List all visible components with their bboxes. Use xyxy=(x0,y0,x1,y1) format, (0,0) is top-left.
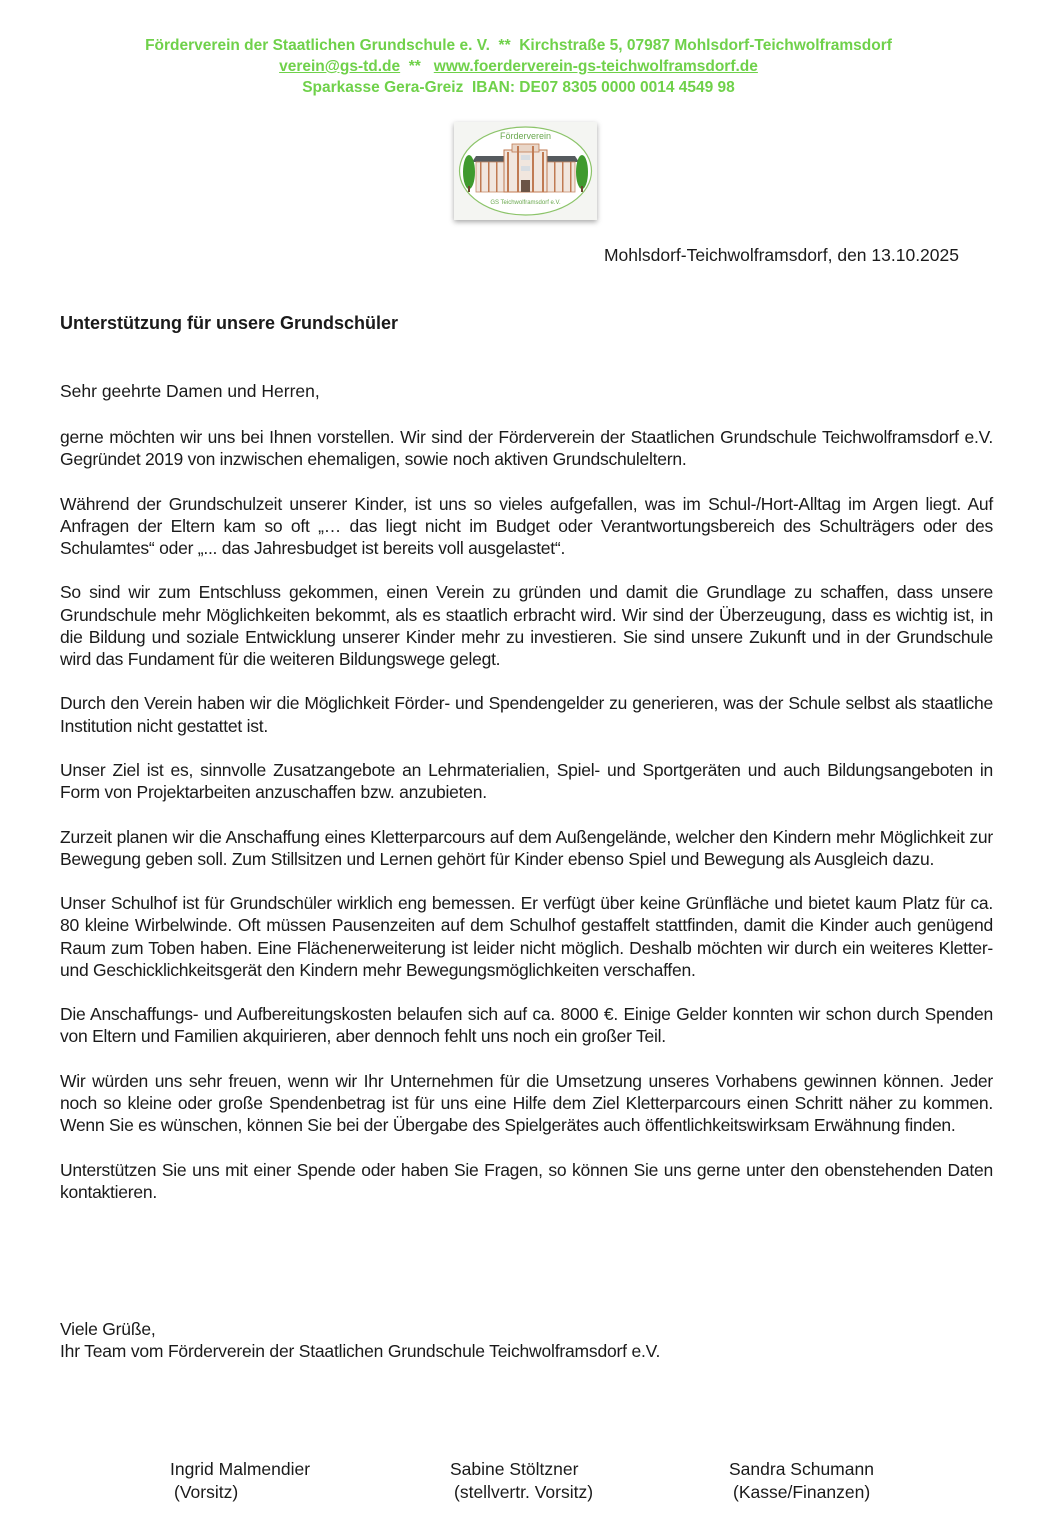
paragraph: Durch den Verein haben wir die Möglichkeit Förder- und Spendengelder zu generieren, was der Schule selbst als staatliche Institution nicht gestattet ist. xyxy=(60,693,993,736)
signatory-name: Sandra Schumann xyxy=(729,1459,874,1479)
club-logo xyxy=(454,122,597,220)
paragraph: gerne möchten wir uns bei Ihnen vorstellen. Wir sind der Förderverein der Staatlichen Grundschule Teichwolframsdorf e.V. Gegründet 2019 von inzwischen ehemaligen, sowie noch aktiven Grundschuleltern. xyxy=(60,427,993,470)
paragraph: Zurzeit planen wir die Anschaffung eines Kletterparcours auf dem Außengelände, welcher den Kindern mehr Möglichkeit zur Bewegung geben soll. Zum Stillsitzen und Lernen gehört für Kinder ebenso Spiel und Bewegung als Ausgleich dazu. xyxy=(60,826,993,869)
signatory xyxy=(170,1458,310,1504)
closing-greeting: Viele Grüße, xyxy=(60,1319,156,1339)
signatory-name: Sabine Stöltzner xyxy=(450,1459,579,1479)
paragraph: Während der Grundschulzeit unserer Kinder, ist uns so vieles aufgefallen, was im Schul-/Hort-Alltag im Argen liegt. Auf Anfragen der Eltern kam so oft „… das liegt nicht im Budget oder Verantwortungsbereich des Schulträgers oder des Schulamtes“ oder „... das Jahresbudget ist bereits voll ausgelastet“. xyxy=(60,493,993,558)
letter-subject: Unterstützung für unsere Grundschüler xyxy=(60,313,399,333)
separator: ** xyxy=(400,58,434,75)
letter-body xyxy=(60,426,993,1225)
email-link[interactable]: verein@gs-td.de xyxy=(279,58,401,75)
paragraph: Unser Schulhof ist für Grundschüler wirklich eng bemessen. Er verfügt über keine Grünfläche und bietet kaum Platz für ca. 80 kleine Wirbelwinde. Oft müssen Pausenzeiten auf dem Schulhof gestaffelt stattfinden, damit die Kinder auch genügend Raum zum Toben haben. Eine Flächenerweiterung ist leider nicht möglich. Deshalb möchten wir durch ein weiteres Kletter- und Geschicklichkeitsgerät den Kindern mehr Bewegungsmöglichkeiten verschaffen. xyxy=(60,893,993,980)
signatory xyxy=(729,1458,874,1504)
letterhead-address: Förderverein der Staatlichen Grundschule e. V. ** Kirchstraße 5, 07987 Mohlsdorf-Teichwolframsdorf xyxy=(145,37,892,54)
salutation: Sehr geehrte Damen und Herren, xyxy=(60,381,320,401)
signatory-role: (stellvertr. Vorsitz) xyxy=(454,1482,594,1502)
signatory-role: (Vorsitz) xyxy=(174,1482,239,1502)
signatory xyxy=(450,1458,593,1504)
paragraph: Die Anschaffungs- und Aufbereitungskosten belaufen sich auf ca. 8000 €. Einige Gelder konnten wir schon durch Spenden von Eltern und Familien akquirieren, aber dennoch fehlt uns noch ein großer Teil. xyxy=(60,1004,993,1047)
closing xyxy=(60,1318,660,1362)
website-link[interactable]: www.foerderverein-gs-teichwolframsdorf.de xyxy=(433,58,758,75)
logo-top-text: Förderverein xyxy=(499,131,552,141)
paragraph: Wir würden uns sehr freuen, wenn wir Ihr Unternehmen für die Umsetzung unseres Vorhabens gewinnen können. Jeder noch so kleine oder große Spendenbetrag ist für uns eine Hilfe dem Ziel Kletterparcours einen Schritt näher zu kommen. Wenn Sie es wünschen, können Sie bei der Übergabe des Spielgerätes auch öffentlichkeitswirksam Erwähnung finden. xyxy=(60,1070,993,1136)
letterhead xyxy=(0,35,1037,98)
signatory-role: (Kasse/Finanzen) xyxy=(733,1482,871,1502)
paragraph: So sind wir zum Entschluss gekommen, einen Verein zu gründen und damit die Grundlage zu schaffen, dass unsere Grundschule mehr Möglichkeiten bekommt, als es staatlich erbracht wird. Wir sind der Überzeugung, dass es wichtig ist, in die Bildung und soziale Entwicklung unserer Kinder mehr zu investieren. Sie sind unsere Zukunft und in der Grundschule wird das Fundament für die weiteren Bildungswege gelegt. xyxy=(60,582,993,669)
letterhead-contact xyxy=(0,56,1037,77)
logo-bottom-text: GS Teichwolframsdorf e.V. xyxy=(490,200,561,206)
letterhead-bank: Sparkasse Gera-Greiz IBAN: DE07 8305 0000 0014 4549 98 xyxy=(302,79,735,96)
closing-team: Ihr Team vom Förderverein der Staatlichen Grundschule Teichwolframsdorf e.V. xyxy=(60,1341,661,1362)
school-building-logo-icon xyxy=(454,122,597,220)
signatory-name: Ingrid Malmendier xyxy=(170,1459,311,1479)
date-line: Mohlsdorf-Teichwolframsdorf, den 13.10.2025 xyxy=(603,245,959,265)
paragraph: Unterstützen Sie uns mit einer Spende oder haben Sie Fragen, so können Sie uns gerne unter den obenstehenden Daten kontaktieren. xyxy=(60,1159,993,1202)
paragraph: Unser Ziel ist es, sinnvolle Zusatzangebote an Lehrmaterialien, Spiel- und Sportgeräten und auch Bildungsangeboten in Form von Projektarbeiten anzuschaffen bzw. anzubieten. xyxy=(60,759,993,803)
